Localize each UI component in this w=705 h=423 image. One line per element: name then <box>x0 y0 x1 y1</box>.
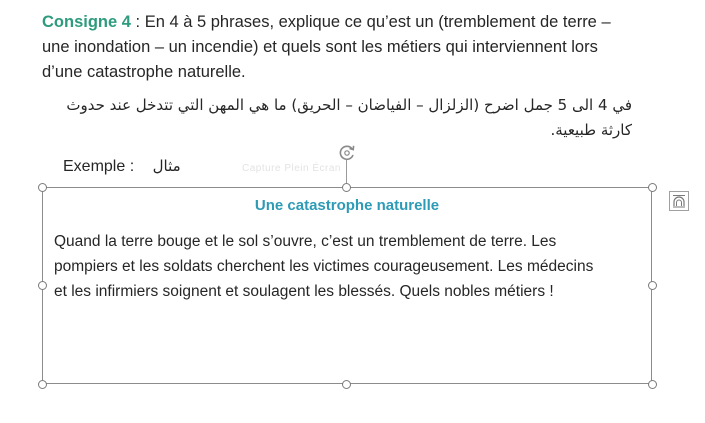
resize-handle-bottom-right[interactable] <box>648 380 657 389</box>
layout-options-icon[interactable] <box>669 191 689 211</box>
consigne-text-1: : En 4 à 5 phrases, explique ce qu’est un (tremblement de terre – <box>130 13 611 31</box>
rotate-handle-icon[interactable] <box>336 141 358 163</box>
textbox-body-line-2: pompiers et les soldats cherchent les victimes courageusement. Les médecins <box>54 258 594 275</box>
consigne-label: Consigne 4 <box>42 13 131 31</box>
arabic-instruction: في 4 الى 5 جمل اضرح (الزلزال – الفياضان – الحريق) ما هي المهن التي تتدخل عند حدوث كارثة طبيعية. <box>66 96 632 139</box>
textbox-body-line-1: Quand la terre bouge et le sol s’ouvre, c’est un tremblement de terre. Les <box>54 233 557 250</box>
exemple-arabic: مثال <box>152 157 181 175</box>
exemple-label: Exemple : <box>63 158 135 175</box>
resize-handle-middle-left[interactable] <box>38 281 47 290</box>
resize-handle-top-left[interactable] <box>38 183 47 192</box>
textbox-body[interactable] <box>54 229 646 304</box>
watermark-text: Capture Plein Écran <box>242 163 341 174</box>
layout-options-glyph <box>670 192 688 210</box>
consigne-line-1 <box>42 10 682 35</box>
resize-handle-middle-right[interactable] <box>648 281 657 290</box>
resize-handle-bottom-center[interactable] <box>342 380 351 389</box>
textbox-title: Une catastrophe naturelle <box>254 197 440 214</box>
consigne-line-3: d’une catastrophe naturelle. <box>42 63 246 81</box>
resize-handle-bottom-left[interactable] <box>38 380 47 389</box>
instruction-consigne <box>42 10 682 85</box>
resize-handle-top-center[interactable] <box>342 183 351 192</box>
textbox-body-line-3: et les infirmiers soignent et soulagent les blessés. Quels nobles métiers ! <box>54 283 554 300</box>
exemple-line <box>63 155 181 178</box>
resize-handle-top-right[interactable] <box>648 183 657 192</box>
consigne-line-2: une inondation – un incendie) et quels sont les métiers qui interviennent lors <box>42 38 598 56</box>
text-box[interactable] <box>42 187 652 384</box>
